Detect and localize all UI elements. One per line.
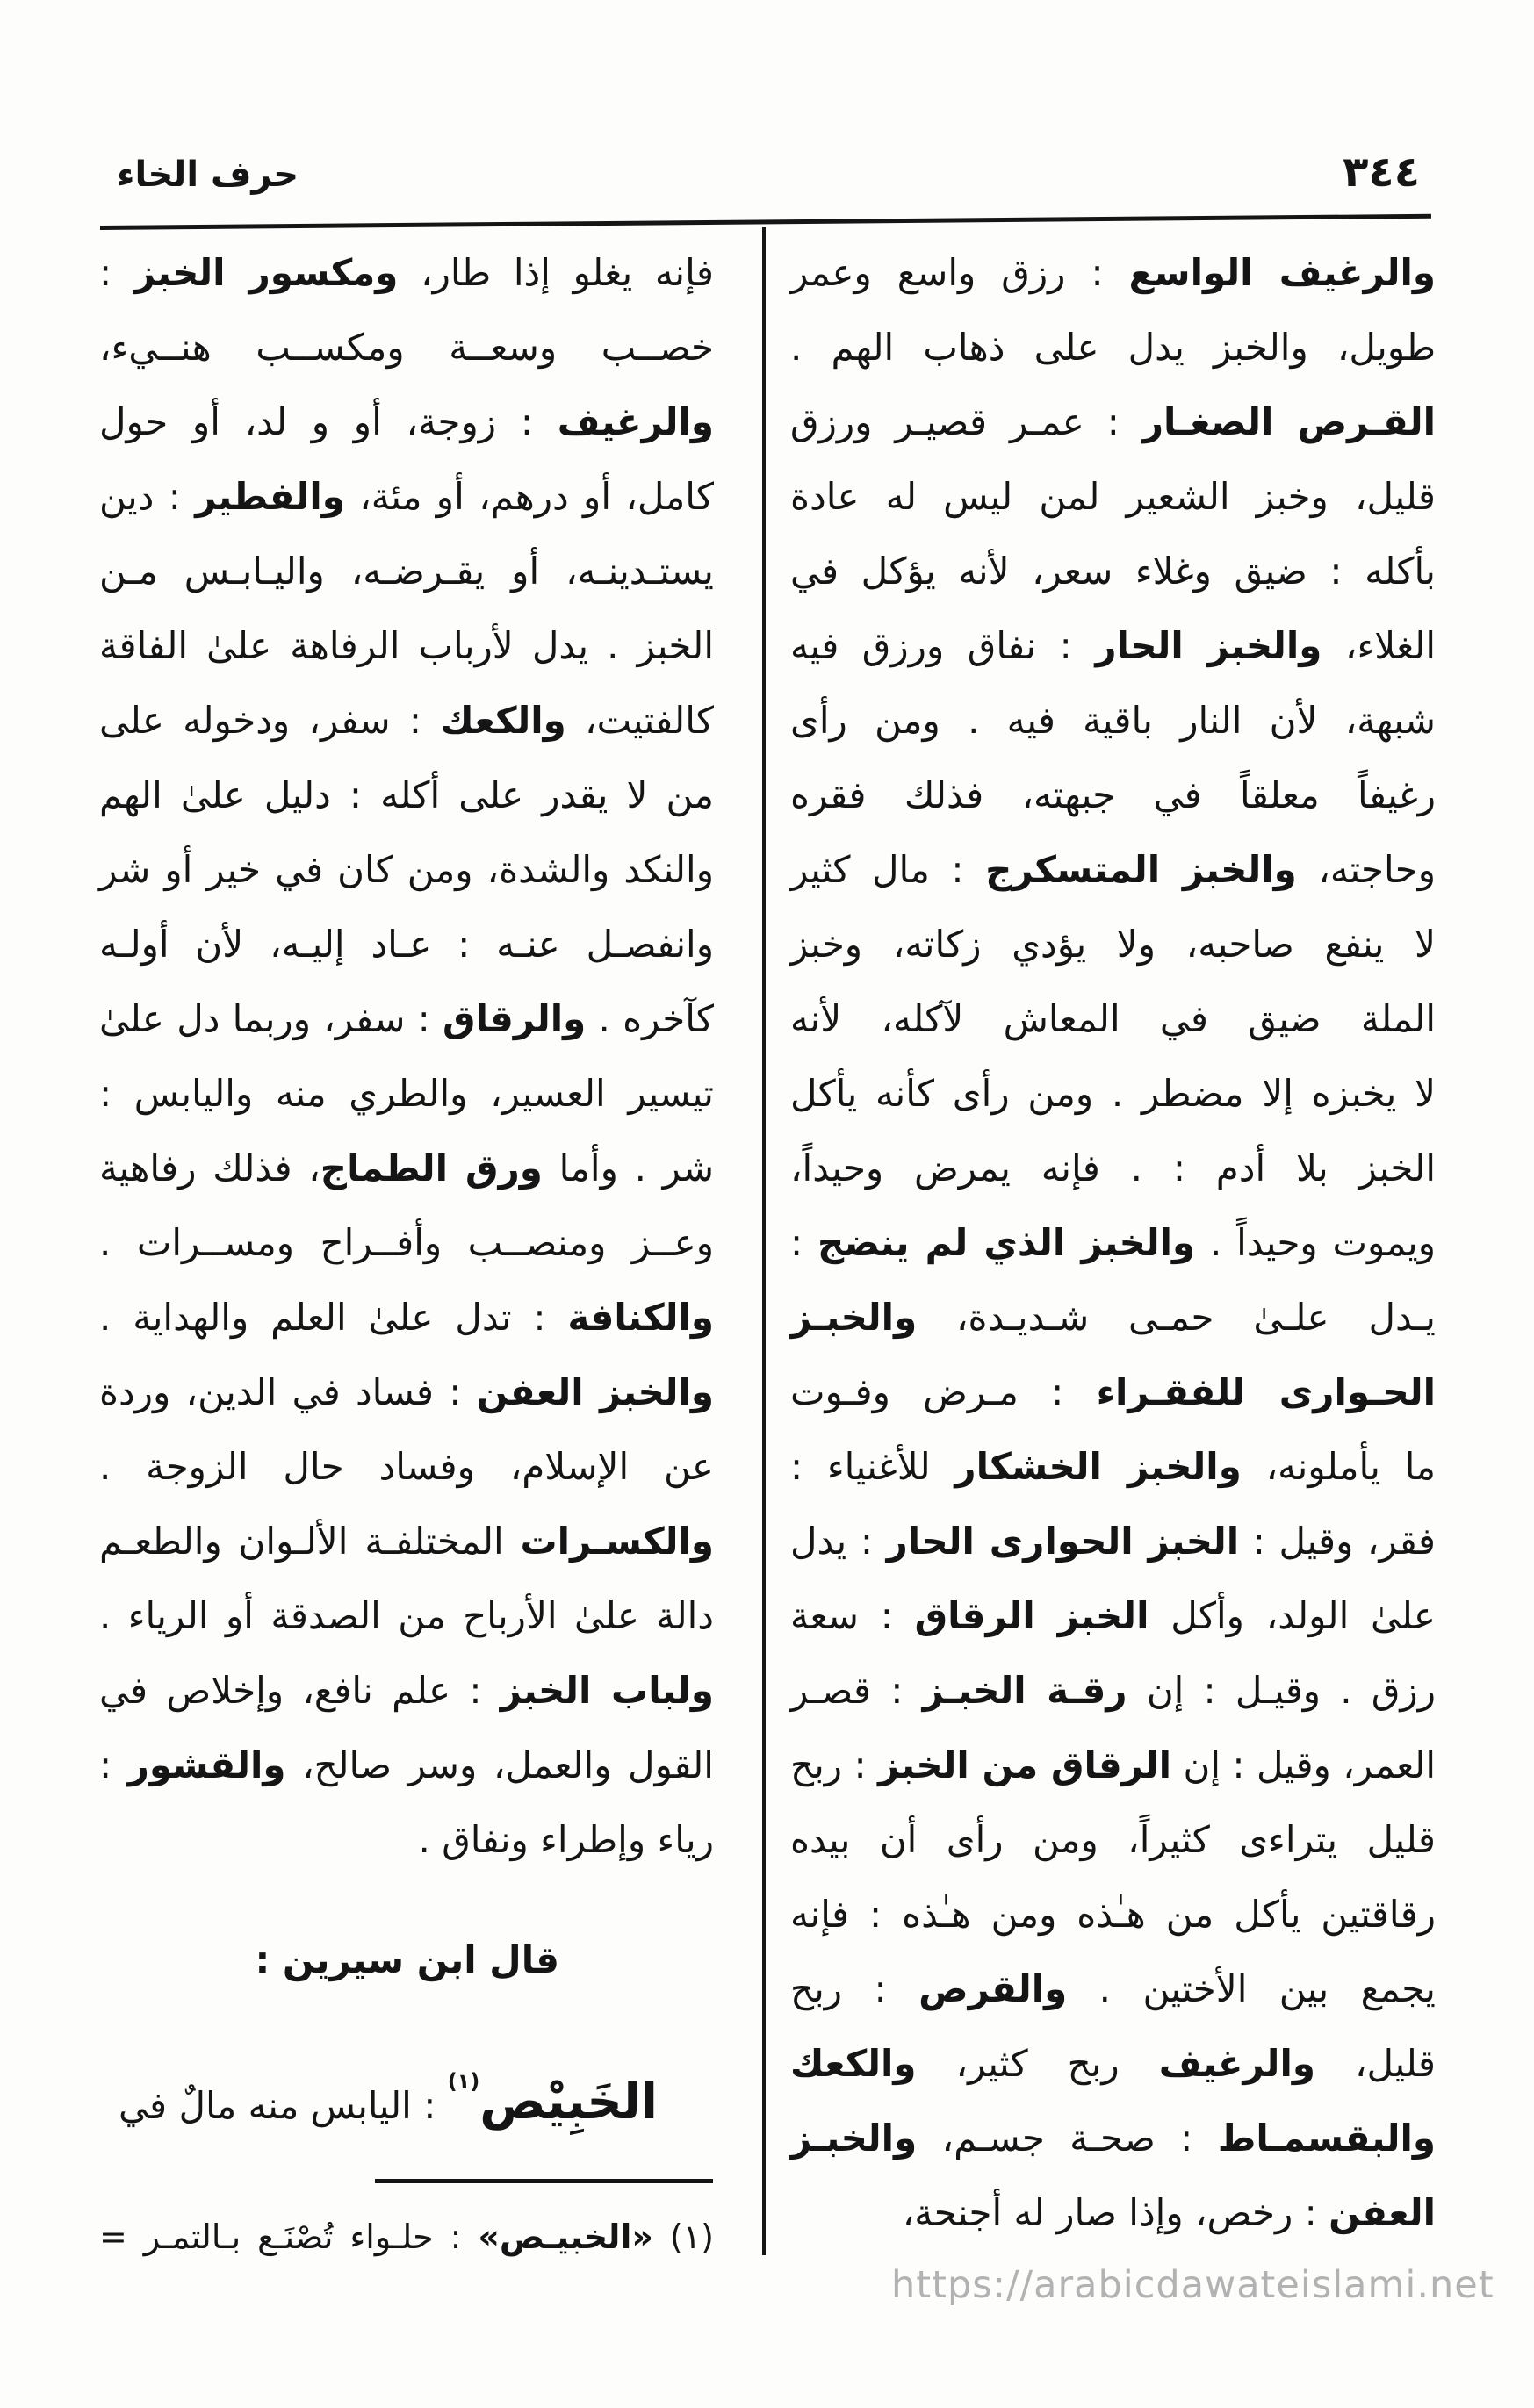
text-line [790,1504,1436,1578]
footnote-block [99,2202,714,2272]
left-text-column [99,235,714,2150]
text-segment: الخبز بلا أدم : . فإنه يمرض وحيداً، [790,1146,1436,1190]
text-segment: خصــب وسعــة ومكســب هنــيء، [99,326,714,369]
text-line [790,385,1436,459]
text-segment: علىٰ الولد، وأكل [1149,1594,1436,1637]
text-segment: عن الإسلام، وفساد حال الزوجة . [99,1445,714,1488]
text-segment: : يدل [790,1520,887,1563]
text-segment: وانفصـل عنـه : عـاد إليـه، لأن أولـه [99,923,714,966]
text-segment: طويل، والخبز يدل على ذهاب الهم . [790,326,1436,369]
headword: العفن [1329,2191,1436,2234]
text-line [790,2101,1436,2175]
text-line [790,459,1436,534]
headword: رقـة الخبـز [922,1669,1127,1712]
footnote-separator-rule [375,2179,713,2183]
headword: والخبز العفن [476,1370,714,1413]
text-segment: شر . وأما [542,1146,715,1190]
text-segment: وحاجته، [1296,848,1437,891]
text-segment: رياء وإطراء ونفاق . [418,1818,714,1861]
headword: والرغيف [1158,2042,1315,2085]
headword: والخبز الحار [1095,624,1322,667]
text-segment: ويموت وحيداً . [1195,1221,1436,1264]
text-segment: : [99,1743,128,1786]
text-segment: : زوجة، أو و لد، أو حول [99,400,558,443]
text-segment: : فساد في الدين، وردة [99,1370,477,1413]
text-line [790,310,1436,385]
text-line [99,1653,714,1728]
text-segment: : مـرض وفـوت [790,1370,1097,1413]
text-segment: والنكد والشدة، ومن كان في خير أو شر [99,848,714,891]
text-segment: : صحـة جسـم، [917,2117,1218,2160]
text-segment: من لا يقدر على أكله : دليل علىٰ الهم [99,773,714,816]
text-line [790,235,1436,310]
text-segment: كآخره . [586,997,714,1040]
headword: الخَبِيْص [479,2074,658,2131]
text-line [790,907,1436,981]
chapter-title: حرف الخاء [117,155,299,195]
headword: والرغيف الواسع [1128,251,1437,294]
entry-headword-line [99,2038,714,2150]
text-segment: قليل، وخبز الشعير لمن ليس له عادة [790,475,1436,518]
headword: والقشور [127,1743,286,1786]
headword: ولباب الخبز [500,1669,714,1712]
headword: والبقسمـاط [1217,2117,1436,2160]
text-line [99,534,714,608]
text-line [99,1355,714,1429]
headword: ومكسور الخبز [133,251,399,294]
text-segment: لا يخبزه إلا مضطر . ومن رأى كأنه يأكل [790,1072,1436,1115]
text-line [99,235,714,310]
text-segment: يـدل علـىٰ حمـى شـديـدة، [917,1296,1436,1339]
text-line [99,1429,714,1504]
text-line [99,385,714,459]
text-segment: للأغنياء : [790,1445,955,1488]
text-segment: كالفتيت، [565,699,714,742]
headword: والخبـز [790,1296,918,1339]
text-line [99,981,714,1056]
text-segment: لا ينفع صاحبه، ولا يؤدي زكاته، وخبز [790,923,1436,966]
text-segment: : سفر، وربما دل علىٰ [99,997,443,1040]
headword: الحـوارى للفقـراء [1096,1370,1436,1413]
text-segment: قال ابن سيرين : [255,1938,559,1981]
text-line [790,981,1436,1056]
text-segment: : رزق واسع وعمر [790,251,1129,294]
text-line [790,608,1436,683]
headword: والخبز المتسكرج [985,848,1297,891]
text-segment: يستـدينـه، أو يقـرضـه، واليـابـس مـن [99,550,714,593]
text-line [790,2026,1436,2101]
text-segment: الغلاء، [1322,624,1436,667]
text-segment: : [99,251,134,294]
text-line [790,534,1436,608]
text-line [790,832,1436,907]
text-line [790,1802,1436,1877]
text-line [790,1429,1436,1504]
text-segment: العمر، وقيل : إن [1171,1743,1436,1786]
text-segment: : علم نافع، وإخلاص في [99,1669,501,1712]
watermark-url: https://arabicdawateislami.net [891,2263,1494,2307]
text-segment: يجمع بين الأختين . [1067,1967,1437,2010]
text-segment: تيسير العسير، والطري منه واليابس : [99,1072,714,1115]
headword: ورق الطماج [320,1146,543,1190]
text-segment: : تدل علىٰ العلم والهداية . [99,1296,568,1339]
text-segment: رغيفاً معلقاً في جبهته، فذلك فقره [790,773,1436,816]
text-segment: ، فذلك رفاهية [99,1146,320,1190]
text-line [790,683,1436,758]
headword: والكعك [440,699,566,742]
text-segment: ما يأملونه، [1241,1445,1436,1488]
text-line [99,758,714,832]
text-segment: شبهة، لأن النار باقية فيه . ومن رأى [790,699,1436,742]
text-line [790,758,1436,832]
text-line [99,1578,714,1653]
text-line [99,608,714,683]
text-line [99,832,714,907]
text-segment: المختلفـة الألـوان والطعـم [99,1520,521,1563]
text-segment: : نفاق ورزق فيه [790,624,1096,667]
headword: والخبـز [790,2117,918,2160]
text-segment: كامل، أو درهم، أو مئة، [344,475,714,518]
column-divider [762,227,766,2255]
text-segment: : ربح [790,1743,879,1786]
headword: والرغيف [557,400,714,443]
headword: والخبز الخشكار [954,1445,1242,1488]
text-segment: : سفر، ودخوله على [99,699,441,742]
text-line [99,1280,714,1355]
text-segment: (١) [652,2218,714,2256]
headword: الخبز الرقاق [914,1594,1149,1637]
text-line [99,683,714,758]
headword: والكنافة [567,1296,714,1339]
headword: والقرص [918,1967,1068,2010]
text-segment: قليل، [1314,2042,1436,2085]
text-segment: : رخص، وإذا صار له أجنحة، [902,2191,1329,2234]
text-line [790,1131,1436,1205]
text-segment: : [790,1221,817,1264]
text-line [790,1578,1436,1653]
headword: «الخبيـص» [478,2218,653,2256]
text-line [99,907,714,981]
text-segment: بأكله : ضيق وغلاء سعر، لأنه يؤكل في [790,550,1436,593]
text-line [99,1131,714,1205]
text-line [99,310,714,385]
footnote-line [99,2202,714,2272]
text-line [790,1952,1436,2026]
text-line [99,1056,714,1131]
text-line [790,1355,1436,1429]
text-line [99,1802,714,1877]
text-segment: فإنه يغلو إذا طار، [398,251,714,294]
text-line [790,1728,1436,1802]
text-line [790,1877,1436,1952]
text-segment: فقر، وقيل : [1239,1520,1436,1563]
text-segment: : اليابس منه مالٌ في [119,2084,448,2127]
headword: والفطير [195,475,345,518]
headword: الرقاق من الخبز [878,1743,1172,1786]
text-segment: قليل يتراءى كثيراً، ومن رأى أن بيده [790,1818,1436,1861]
text-segment: : قصـر [790,1669,923,1712]
headword: والكعك [790,2042,917,2085]
text-segment: الملة ضيق في المعاش لآكله، لأنه [790,997,1436,1040]
text-segment: : ربح [790,1967,919,2010]
text-segment: رقاقتين يأكل من هـٰذه ومن هـٰذه : فإنه [790,1893,1436,1936]
text-line [99,1728,714,1802]
text-segment: وعــز ومنصــب وأفــراح ومســرات . [99,1221,714,1264]
headword: والرقاق [443,997,587,1040]
headword: القـرص الصغـار [1141,400,1436,443]
headword: الخبز الحوارى الحار [886,1520,1240,1563]
page-number: ٣٤٤ [1343,147,1420,197]
text-segment: رزق . وقيـل : إن [1127,1669,1436,1712]
text-line [790,1653,1436,1728]
text-segment: : عمـر قصيـر ورزق [790,400,1142,443]
text-line [790,1056,1436,1131]
text-segment: : سعة [790,1594,915,1637]
text-line [790,1205,1436,1280]
text-segment: : دين [99,475,196,518]
text-segment: دالة علىٰ الأرباح من الصدقة أو الرياء . [99,1594,714,1637]
text-segment: القول والعمل، وسر صالح، [285,1743,714,1786]
headword: والخبز الذي لم ينضج [817,1221,1196,1264]
text-line [790,2175,1436,2250]
text-segment: : مال كثير [790,848,986,891]
headword: والكسـرات [520,1520,714,1563]
right-text-column [790,235,1436,2250]
speaker-line [99,1925,714,1995]
text-line [99,1504,714,1578]
text-segment: ربح كثير، [916,2042,1159,2085]
footnote-marker: (١) [447,2069,480,2094]
text-line [99,1205,714,1280]
text-segment: الخبز . يدل لأرباب الرفاهة علىٰ الفاقة [99,624,714,667]
text-line [99,459,714,534]
text-segment: : حلـواء تُصْنَـع بـالتمـر = [99,2218,479,2256]
text-line [790,1280,1436,1355]
